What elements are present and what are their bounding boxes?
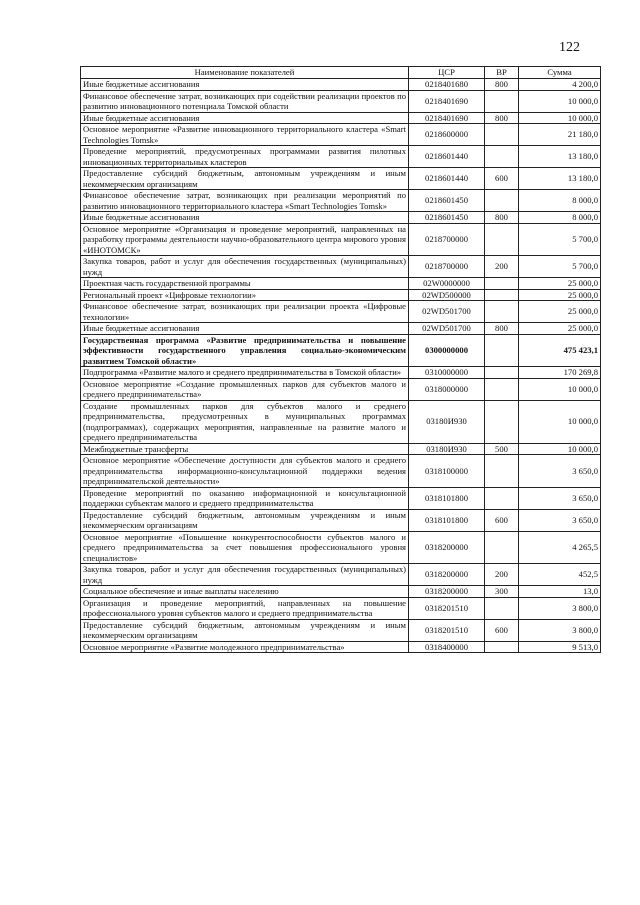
table-row xyxy=(81,212,601,224)
row-csr-cell: 03180И930 xyxy=(409,443,485,455)
row-sum-cell: 25 000,0 xyxy=(519,301,601,323)
row-name-cell: Проведение мероприятий, предусмотренных программами развития пилотных инновационных территориальных кластеров xyxy=(81,146,409,168)
row-csr-cell: 0218601450 xyxy=(409,212,485,224)
table-row xyxy=(81,487,601,509)
row-sum-cell: 13 180,0 xyxy=(519,168,601,190)
row-name-cell: Организация и проведение мероприятий, направленных на повышение профессионального уровня субъектов малого и среднего предпринимательства xyxy=(81,597,409,619)
row-csr-cell: 0218601440 xyxy=(409,146,485,168)
row-sum-cell: 5 700,0 xyxy=(519,256,601,278)
row-vr-cell xyxy=(485,455,519,488)
row-vr-cell xyxy=(485,124,519,146)
row-name-cell: Региональный проект «Цифровые технологии» xyxy=(81,289,409,301)
row-sum-cell: 9 513,0 xyxy=(519,641,601,653)
row-vr-cell xyxy=(485,90,519,112)
row-csr-cell: 02WD500000 xyxy=(409,289,485,301)
row-sum-cell: 452,5 xyxy=(519,564,601,586)
row-csr-cell: 0318101800 xyxy=(409,487,485,509)
budget-table xyxy=(80,66,601,653)
row-name-cell: Предоставление субсидий бюджетным, автономным учреждениям и иным некоммерческим организациям xyxy=(81,509,409,531)
row-sum-cell: 25 000,0 xyxy=(519,278,601,290)
row-sum-cell: 4 200,0 xyxy=(519,79,601,91)
row-vr-cell: 500 xyxy=(485,443,519,455)
row-vr-cell xyxy=(485,146,519,168)
row-csr-cell: 02WD501700 xyxy=(409,323,485,335)
row-sum-cell: 10 000,0 xyxy=(519,378,601,400)
row-sum-cell: 3 650,0 xyxy=(519,509,601,531)
row-name-cell: Иные бюджетные ассигнования xyxy=(81,212,409,224)
row-csr-cell: 0218401690 xyxy=(409,90,485,112)
row-csr-cell: 0318100000 xyxy=(409,455,485,488)
row-vr-cell: 600 xyxy=(485,168,519,190)
row-csr-cell: 0318000000 xyxy=(409,378,485,400)
row-sum-cell: 13,0 xyxy=(519,586,601,598)
row-vr-cell: 600 xyxy=(485,509,519,531)
row-sum-cell: 10 000,0 xyxy=(519,112,601,124)
column-header-name: Наименование показателей xyxy=(81,67,409,79)
table-body xyxy=(81,79,601,653)
row-sum-cell: 10 000,0 xyxy=(519,400,601,443)
column-header-vr: ВР xyxy=(485,67,519,79)
row-vr-cell xyxy=(485,367,519,379)
row-name-cell: Межбюджетные трансферты xyxy=(81,443,409,455)
row-vr-cell: 600 xyxy=(485,619,519,641)
row-vr-cell xyxy=(485,400,519,443)
row-sum-cell: 25 000,0 xyxy=(519,289,601,301)
row-csr-cell: 0318101800 xyxy=(409,509,485,531)
row-sum-cell: 5 700,0 xyxy=(519,223,601,256)
row-name-cell: Основное мероприятие «Создание промышленных парков для субъектов малого и среднего предпринимательства» xyxy=(81,378,409,400)
row-name-cell: Закупка товаров, работ и услуг для обеспечения государственных (муниципальных) нужд xyxy=(81,564,409,586)
table-row xyxy=(81,256,601,278)
table-row xyxy=(81,301,601,323)
row-name-cell: Основное мероприятие «Обеспечение доступности для субъектов малого и среднего предпринимательства информационно-консультационной поддержки ведения предпринимательской деятельности» xyxy=(81,455,409,488)
row-vr-cell xyxy=(485,597,519,619)
table-row xyxy=(81,641,601,653)
table-row xyxy=(81,289,601,301)
row-vr-cell: 800 xyxy=(485,112,519,124)
row-sum-cell: 8 000,0 xyxy=(519,190,601,212)
table-row xyxy=(81,146,601,168)
row-name-cell: Основное мероприятие «Развитие инновационного территориального кластера «Smart Technologies Tomsk» xyxy=(81,124,409,146)
row-name-cell: Финансовое обеспечение затрат, возникающих при реализации мероприятий по развитию инновационного территориального кластера «Smart Technologies Tomsk» xyxy=(81,190,409,212)
row-name-cell: Иные бюджетные ассигнования xyxy=(81,79,409,91)
row-sum-cell: 25 000,0 xyxy=(519,323,601,335)
row-name-cell: Основное мероприятие «Повышение конкурентоспособности субъектов малого и среднего предпринимательства за счет повышения профессионального уровня специалистов» xyxy=(81,531,409,564)
table-row xyxy=(81,112,601,124)
table-row xyxy=(81,597,601,619)
row-name-cell: Основное мероприятие «Развитие молодежного предпринимательства» xyxy=(81,641,409,653)
row-vr-cell xyxy=(485,487,519,509)
row-name-cell: Государственная программа «Развитие предпринимательства и повышение эффективности государственного управления социально-экономическим развитием Томской области» xyxy=(81,334,409,367)
row-name-cell: Социальное обеспечение и иные выплаты населению xyxy=(81,586,409,598)
row-name-cell: Подпрограмма «Развитие малого и среднего предпринимательства в Томской области» xyxy=(81,367,409,379)
row-name-cell: Иные бюджетные ассигнования xyxy=(81,112,409,124)
table-row xyxy=(81,619,601,641)
row-name-cell: Предоставление субсидий бюджетным, автономным учреждениям и иным некоммерческим организациям xyxy=(81,619,409,641)
page-number: 122 xyxy=(559,40,580,55)
row-sum-cell: 3 650,0 xyxy=(519,487,601,509)
row-name-cell: Создание промышленных парков для субъектов малого и среднего предпринимательства, предусмотренных в муниципальных программах (подпрограммах), содержащих мероприятия, направленные на развитие малого и среднего предпринимательства xyxy=(81,400,409,443)
table-row xyxy=(81,586,601,598)
column-header-sum: Сумма xyxy=(519,67,601,79)
row-csr-cell: 0218401690 xyxy=(409,112,485,124)
row-vr-cell xyxy=(485,301,519,323)
row-sum-cell: 3 800,0 xyxy=(519,597,601,619)
table-row xyxy=(81,124,601,146)
table-row xyxy=(81,223,601,256)
row-name-cell: Проектная часть государственной программы xyxy=(81,278,409,290)
row-csr-cell: 0218700000 xyxy=(409,256,485,278)
table-row xyxy=(81,79,601,91)
row-csr-cell: 0318200000 xyxy=(409,564,485,586)
row-name-cell: Иные бюджетные ассигнования xyxy=(81,323,409,335)
row-vr-cell: 800 xyxy=(485,323,519,335)
row-csr-cell: 0300000000 xyxy=(409,334,485,367)
row-csr-cell: 02W0000000 xyxy=(409,278,485,290)
row-vr-cell: 800 xyxy=(485,212,519,224)
table-row xyxy=(81,509,601,531)
row-vr-cell xyxy=(485,531,519,564)
row-csr-cell: 0318200000 xyxy=(409,586,485,598)
table-row xyxy=(81,400,601,443)
table-row xyxy=(81,334,601,367)
row-vr-cell xyxy=(485,334,519,367)
row-name-cell: Предоставление субсидий бюджетным, автономным учреждениям и иным некоммерческим организациям xyxy=(81,168,409,190)
row-sum-cell: 3 800,0 xyxy=(519,619,601,641)
row-csr-cell: 0318201510 xyxy=(409,619,485,641)
row-sum-cell: 4 265,5 xyxy=(519,531,601,564)
row-csr-cell: 0218600000 xyxy=(409,124,485,146)
table-row xyxy=(81,367,601,379)
row-sum-cell: 10 000,0 xyxy=(519,90,601,112)
column-header-csr: ЦСР xyxy=(409,67,485,79)
table-row xyxy=(81,190,601,212)
row-csr-cell: 0218401680 xyxy=(409,79,485,91)
table-row xyxy=(81,168,601,190)
row-vr-cell xyxy=(485,190,519,212)
row-csr-cell: 0310000000 xyxy=(409,367,485,379)
row-csr-cell: 0318200000 xyxy=(409,531,485,564)
table-row xyxy=(81,323,601,335)
table-row xyxy=(81,378,601,400)
row-name-cell: Основное мероприятие «Организация и проведение мероприятий, направленных на разработку программы деятельности научно-образовательного центра мирового уровня «ИНОТОМСК» xyxy=(81,223,409,256)
row-csr-cell: 0218601440 xyxy=(409,168,485,190)
row-sum-cell: 10 000,0 xyxy=(519,443,601,455)
row-name-cell: Финансовое обеспечение затрат, возникающих при реализации проекта «Цифровые технологии» xyxy=(81,301,409,323)
row-sum-cell: 8 000,0 xyxy=(519,212,601,224)
row-name-cell: Финансовое обеспечение затрат, возникающих при содействии реализации проектов по развитию инновационного потенциала Томской области xyxy=(81,90,409,112)
row-vr-cell xyxy=(485,223,519,256)
row-name-cell: Проведение мероприятий по оказанию информационной и консультационной поддержки субъектам малого и среднего предпринимательства xyxy=(81,487,409,509)
row-sum-cell: 170 269,8 xyxy=(519,367,601,379)
table-row xyxy=(81,90,601,112)
table-row xyxy=(81,564,601,586)
row-csr-cell: 0218601450 xyxy=(409,190,485,212)
row-csr-cell: 0318400000 xyxy=(409,641,485,653)
row-vr-cell xyxy=(485,641,519,653)
table-header xyxy=(81,67,601,79)
row-sum-cell: 21 180,0 xyxy=(519,124,601,146)
row-vr-cell: 300 xyxy=(485,586,519,598)
row-vr-cell xyxy=(485,278,519,290)
row-csr-cell: 02WD501700 xyxy=(409,301,485,323)
row-sum-cell: 475 423,1 xyxy=(519,334,601,367)
row-name-cell: Закупка товаров, работ и услуг для обеспечения государственных (муниципальных) нужд xyxy=(81,256,409,278)
row-vr-cell xyxy=(485,378,519,400)
row-csr-cell: 03180И930 xyxy=(409,400,485,443)
row-csr-cell: 0318201510 xyxy=(409,597,485,619)
table-row xyxy=(81,455,601,488)
row-sum-cell: 3 650,0 xyxy=(519,455,601,488)
table-row xyxy=(81,278,601,290)
row-vr-cell: 200 xyxy=(485,564,519,586)
table-row xyxy=(81,531,601,564)
row-vr-cell: 200 xyxy=(485,256,519,278)
row-vr-cell: 800 xyxy=(485,79,519,91)
row-sum-cell: 13 180,0 xyxy=(519,146,601,168)
row-csr-cell: 0218700000 xyxy=(409,223,485,256)
row-vr-cell xyxy=(485,289,519,301)
table-row xyxy=(81,443,601,455)
